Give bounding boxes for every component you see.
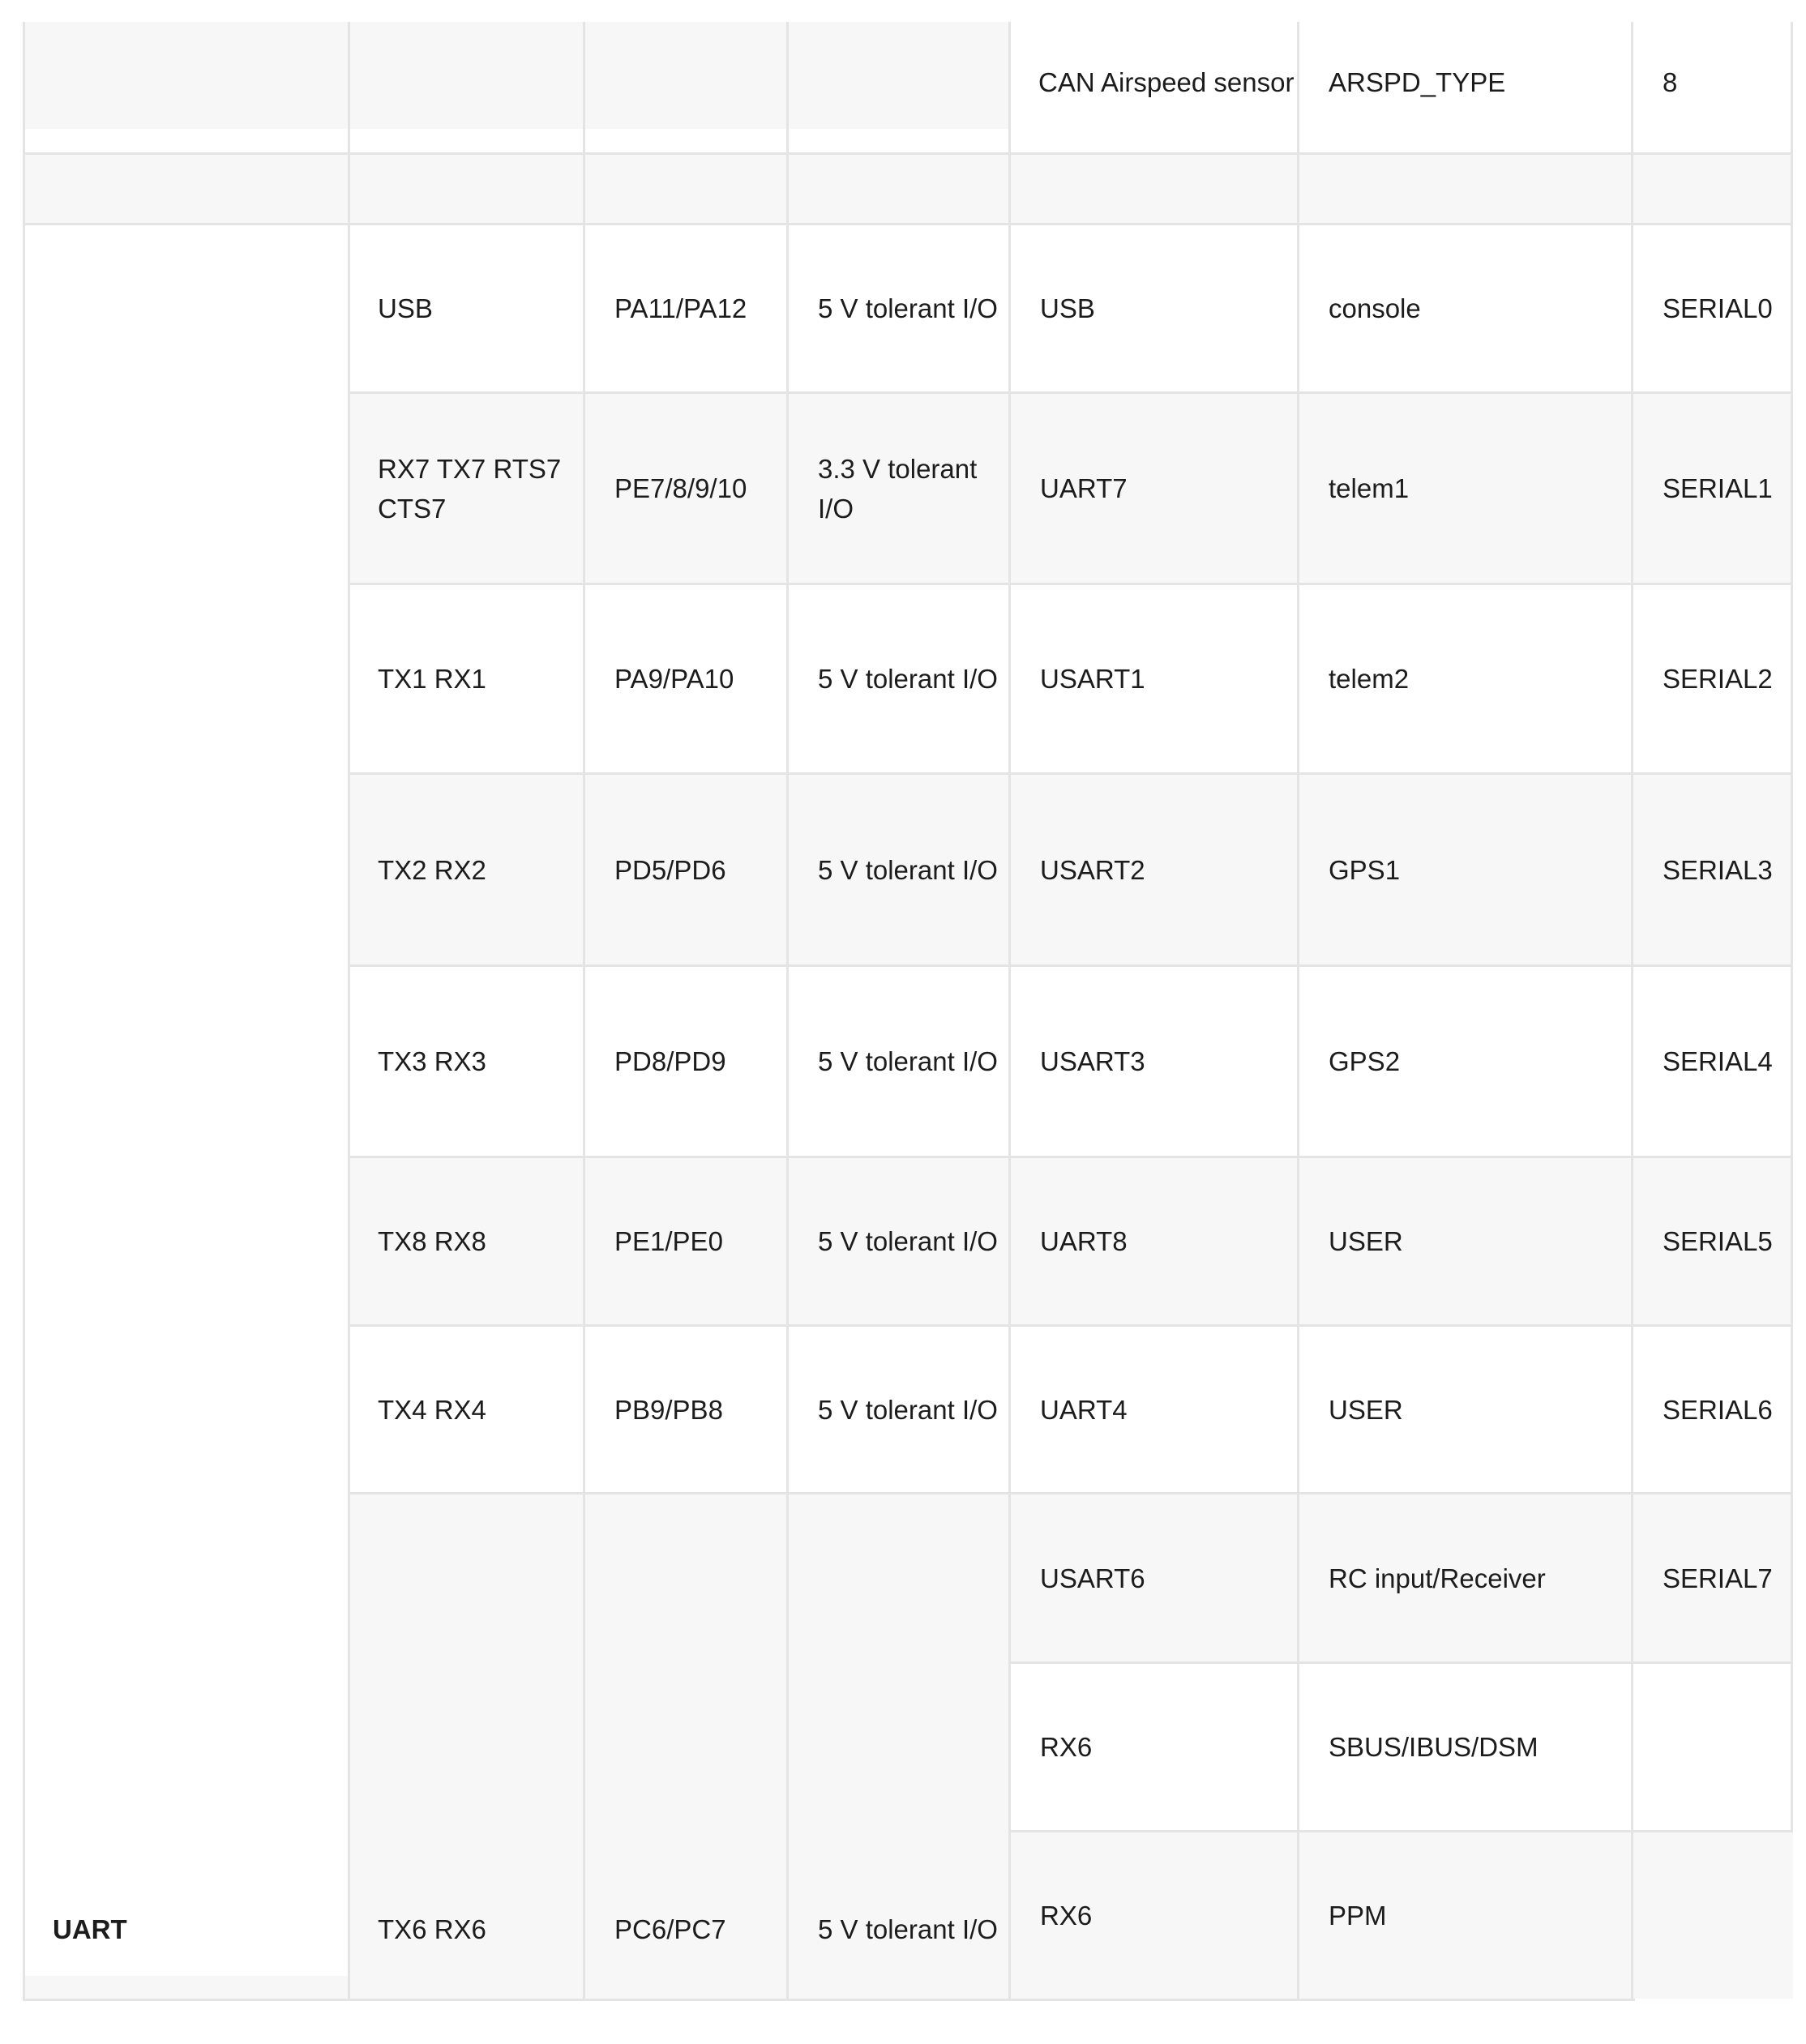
grid-line [24, 1999, 1635, 2001]
table-cell-serial: SERIAL6 [1663, 1394, 1773, 1425]
table-cell-pins: PA9/PA10 [614, 664, 734, 694]
table-cell-label: TX8 RX8 [378, 1226, 486, 1256]
table-cell-function: telem2 [1329, 664, 1410, 694]
table-cell-peripheral: RX6 [1040, 1732, 1093, 1762]
grid-line [23, 22, 25, 2001]
table-cell-serial: SERIAL4 [1663, 1046, 1773, 1076]
table-cell-label: TX4 RX4 [378, 1394, 486, 1425]
table-cell-function: SBUS/IBUS/DSM [1329, 1732, 1539, 1762]
table-cell-pins: PD5/PD6 [614, 854, 726, 885]
table-cell-label: TX2 RX2 [378, 854, 486, 885]
table-cell-peripheral: USART3 [1040, 1046, 1145, 1076]
table-cell-serial [1633, 1664, 1791, 1830]
table-cell-voltage: 5 V tolerant I/O [818, 1394, 998, 1425]
table-cell-voltage: 5 V tolerant I/O [818, 1914, 998, 1944]
table-cell-pins: PE7/8/9/10 [614, 473, 747, 503]
table-cell-peripheral: UART4 [1040, 1394, 1128, 1425]
table-cell-peripheral: USART1 [1040, 664, 1145, 694]
table-cell-voltage: 5 V tolerant I/O [818, 1226, 998, 1256]
table-cell-peripheral: USART2 [1040, 854, 1145, 885]
table-cell-peripheral: USB [1040, 293, 1095, 323]
grid-line [24, 152, 1793, 155]
table-cell-function: USER [1329, 1394, 1403, 1425]
table-cell-parameter: ARSPD_TYPE [1329, 66, 1506, 97]
table-cell-pins: PA11/PA12 [614, 293, 747, 323]
table-cell-function: GPS2 [1329, 1046, 1401, 1076]
table-cell-label: USB [378, 293, 433, 323]
table-cell-voltage: 5 V tolerant I/O [818, 293, 998, 323]
table-cell-function: console [1329, 293, 1421, 323]
table-cell-pins: PC6/PC7 [614, 1914, 726, 1944]
table-cell-serial: SERIAL0 [1663, 293, 1773, 323]
spacer-row-background [24, 154, 1793, 224]
table-cell-label: TX6 RX6 [378, 1914, 486, 1944]
table-cell-voltage: 5 V tolerant I/O [818, 664, 998, 694]
table-cell-label: TX3 RX3 [378, 1046, 486, 1076]
table-cell-pins: PD8/PD9 [614, 1046, 726, 1076]
table-cell-serial: SERIAL3 [1663, 854, 1773, 885]
table-cell-serial: SERIAL2 [1663, 664, 1773, 694]
table-cell-voltage: 5 V tolerant I/O [818, 1046, 998, 1076]
table-cell-voltage: 5 V tolerant I/O [818, 854, 998, 885]
table-cell-peripheral: USART6 [1040, 1563, 1145, 1593]
table-cell-function: telem1 [1329, 473, 1410, 503]
table-cell-function: PPM [1329, 1901, 1387, 1931]
table-cell-serial: SERIAL1 [1663, 473, 1773, 503]
table-cell-peripheral: RX6 [1040, 1901, 1093, 1931]
grid-line [1791, 22, 1793, 1831]
table-cell-serial: SERIAL5 [1663, 1226, 1773, 1256]
table-cell-pins: PB9/PB8 [614, 1394, 723, 1425]
table-cell-function: RC input/Receiver [1329, 1563, 1546, 1593]
table-cell-device: CAN Airspeed sensor [1038, 66, 1295, 97]
table-cell-value: 8 [1663, 66, 1678, 97]
table-cell-peripheral: UART7 [1040, 473, 1128, 503]
table-cell-pins: PE1/PE0 [614, 1226, 723, 1256]
table-cell-function: USER [1329, 1226, 1403, 1256]
section-label-uart: UART [53, 1914, 127, 1944]
table-cell-serial [1633, 1832, 1791, 1999]
table-cell-peripheral: UART8 [1040, 1226, 1128, 1256]
table-cell-label: RX7 TX7 RTS7 CTS7 [378, 453, 562, 524]
table-cell-voltage: 3.3 V tolerant I/O [818, 453, 978, 524]
table-cell-serial: SERIAL7 [1663, 1563, 1773, 1593]
top-row-background-left [24, 22, 1009, 129]
table-cell-function: GPS1 [1329, 854, 1401, 885]
table-cell-label: TX1 RX1 [378, 664, 486, 694]
